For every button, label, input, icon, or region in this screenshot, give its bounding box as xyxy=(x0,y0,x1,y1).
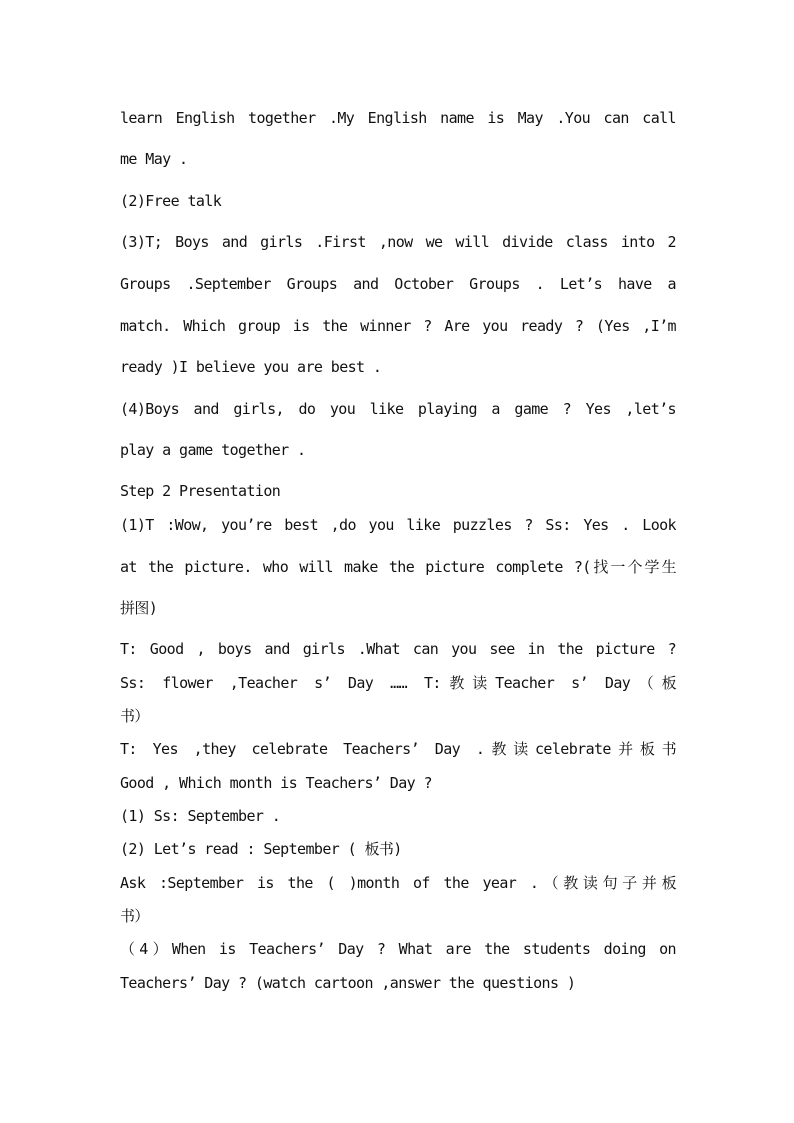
text-line-20: (2) Let’s read : September ( 板书) xyxy=(120,840,402,858)
text-line-2: me May . xyxy=(120,150,188,168)
text-line-11: (1)T :Wow, you’re best ,do you like puzzles ? Ss: Yes . Look xyxy=(120,516,676,534)
text-line-15: Ss: flower ,Teacher s’ Day …… T:教读Teacher s’ Day（板 xyxy=(120,674,676,692)
text-line-16: 书） xyxy=(120,707,149,725)
text-line-18: Good , Which month is Teachers’ Day ? xyxy=(120,774,432,792)
text-line-24: Teachers’ Day ? (watch cartoon ,answer the questions ) xyxy=(120,974,576,992)
text-line-4: (3)T; Boys and girls .First ,now we will divide class into 2 xyxy=(120,233,676,251)
text-line-3: (2)Free talk xyxy=(120,192,222,210)
text-line-23: （4）When is Teachers’ Day ? What are the students doing on xyxy=(120,940,676,958)
text-line-9: play a game together . xyxy=(120,441,306,459)
text-line-5: Groups .September Groups and October Groups . Let’s have a xyxy=(120,275,676,293)
text-line-1: learn English together .My English name is May .You can call xyxy=(120,109,676,127)
text-line-6: match. Which group is the winner ? Are you ready ? (Yes ,I’m xyxy=(120,317,676,335)
text-line-19: (1) Ss: September . xyxy=(120,807,281,825)
section-heading: Step 2 Presentation xyxy=(120,482,281,500)
text-line-17: T: Yes ,they celebrate Teachers’ Day .教读celebrate并板书 xyxy=(120,740,676,758)
text-line-7: ready )I believe you are best . xyxy=(120,358,382,376)
text-line-21: Ask :September is the ( )month of the year .（教读句子并板 xyxy=(120,874,676,892)
text-line-13: 拼图) xyxy=(120,599,158,617)
text-line-14: T: Good , boys and girls .What can you see in the picture ? xyxy=(120,640,676,658)
text-line-12: at the picture. who will make the picture complete ?(找一个学生 xyxy=(120,558,676,576)
text-line-8: (4)Boys and girls, do you like playing a game ? Yes ,let’s xyxy=(120,400,676,418)
text-line-22: 书） xyxy=(120,907,149,925)
